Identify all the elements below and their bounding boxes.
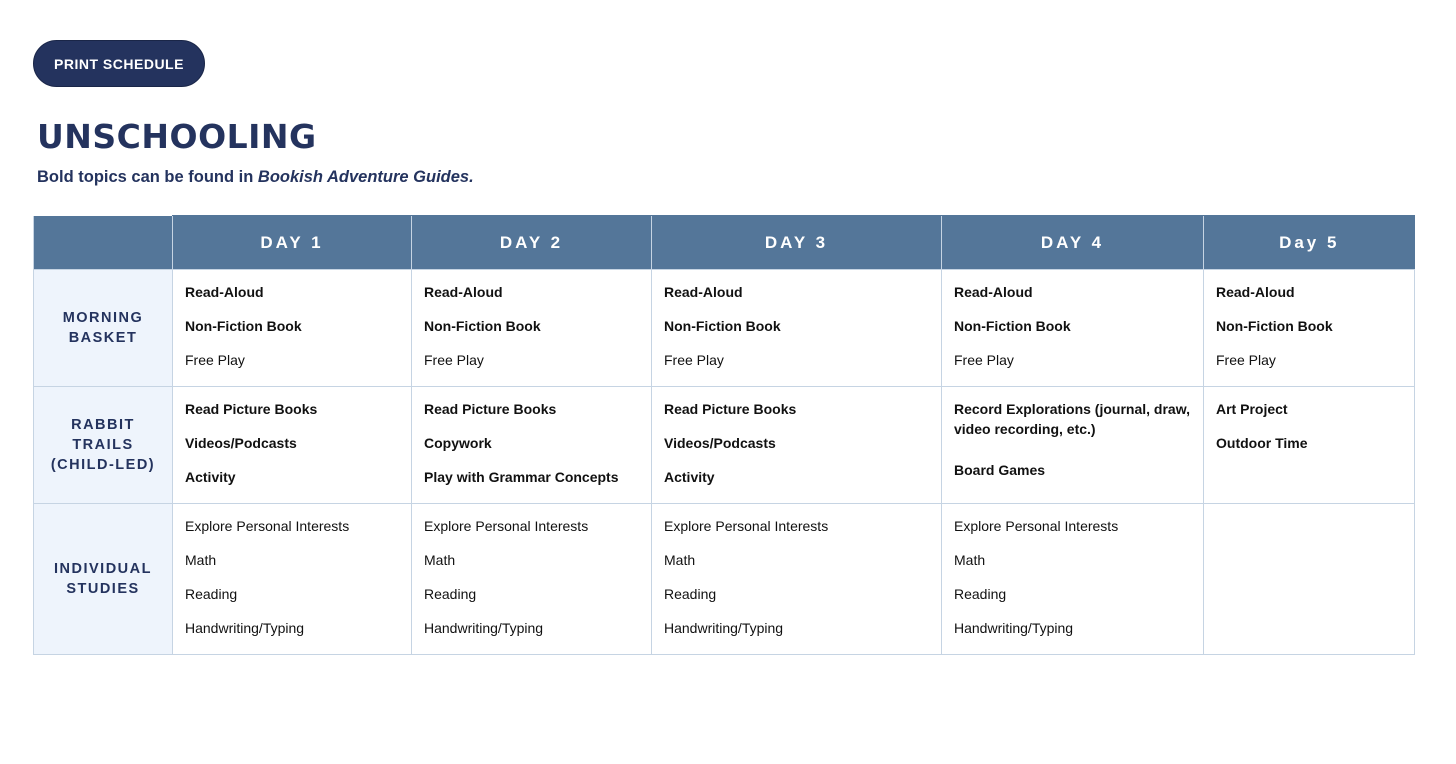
day-header-row [34,216,1415,270]
cell-content [652,270,941,370]
activity-item: Videos/Podcasts [664,435,776,451]
schedule-cell [173,387,412,504]
cell-content [412,270,651,370]
activity-item: Non-Fiction Book [954,318,1071,334]
activity-item: Board Games [954,462,1046,478]
schedule-cell [942,270,1204,387]
activity-item: Handwriting/Typing [954,620,1074,636]
header-corner [34,216,173,270]
activity-item: Reading [424,586,477,602]
activity-item: Free Play [185,352,245,368]
row-label-line: TRAILS [72,437,134,453]
activity-item: Activity [185,469,236,485]
activity-item: Activity [664,469,715,485]
schedule-cell [652,270,942,387]
cell-content [1204,270,1414,370]
schedule-cell [412,504,652,655]
cell-content [942,387,1203,480]
row-label-line: MORNING [62,310,144,326]
activity-item: Non-Fiction Book [1216,318,1333,334]
activity-item: Videos/Podcasts [185,435,297,451]
cell-content [1204,504,1414,516]
day-header: DAY 3 [652,216,942,270]
activity-item: Reading [664,586,717,602]
day-header: DAY 2 [412,216,652,270]
activity-item: Read Picture Books [664,401,797,417]
cell-content [173,504,411,638]
cell-content [942,270,1203,370]
activity-item: Free Play [424,352,484,368]
schedule-row [34,504,1415,655]
activity-item: Reading [954,586,1007,602]
activity-item: Read-Aloud [1216,284,1295,300]
day-header: Day 5 [1204,216,1415,270]
page-title: UNSCHOOLING [37,117,317,156]
activity-item: Handwriting/Typing [424,620,544,636]
activity-item: Read Picture Books [424,401,557,417]
cell-content [942,504,1203,638]
row-label [34,504,173,655]
activity-item: Read-Aloud [664,284,743,300]
day-header: DAY 1 [173,216,412,270]
activity-item: Math [954,552,986,568]
page-subtitle [37,168,474,187]
schedule-cell [412,270,652,387]
cell-content [173,387,411,487]
activity-item: Non-Fiction Book [664,318,781,334]
schedule-cell [173,504,412,655]
activity-item: Play with Grammar Concepts [424,469,619,485]
schedule-row [34,270,1415,387]
activity-item: Read-Aloud [424,284,503,300]
activity-item: Art Project [1216,401,1288,417]
row-label-line: (CHILD-LED) [50,457,156,473]
row-label-line: BASKET [68,330,138,346]
schedule-cell [942,387,1204,504]
cell-content [1204,387,1414,453]
schedule-cell [173,270,412,387]
activity-item: Free Play [954,352,1014,368]
subtitle-guide-name: Bookish Adventure Guides. [257,168,474,186]
activity-item: Explore Personal Interests [185,518,350,534]
schedule-table [33,215,1415,655]
row-label [34,270,173,387]
schedule-cell [1204,387,1415,504]
activity-item: Free Play [1216,352,1276,368]
activity-item: Non-Fiction Book [424,318,541,334]
schedule-cell [652,504,942,655]
row-label-line: STUDIES [66,581,140,597]
activity-item: Non-Fiction Book [185,318,302,334]
activity-item: Free Play [664,352,724,368]
cell-content [412,387,651,487]
cell-content [412,504,651,638]
activity-item: Math [664,552,696,568]
schedule-cell [412,387,652,504]
activity-item: Record Explorations (journal, draw, video recording, etc.) [954,401,1190,437]
schedule-row [34,387,1415,504]
schedule-cell [1204,504,1415,655]
activity-item: Math [185,552,217,568]
cell-content [652,387,941,487]
activity-item: Read-Aloud [185,284,264,300]
activity-item: Reading [185,586,238,602]
activity-item: Explore Personal Interests [954,518,1119,534]
activity-item: Explore Personal Interests [664,518,829,534]
row-label [34,387,173,504]
activity-item: Math [424,552,456,568]
activity-item: Handwriting/Typing [185,620,305,636]
subtitle-text: Bold topics can be found in [37,168,258,186]
activity-item: Copywork [424,435,492,451]
activity-item: Read-Aloud [954,284,1033,300]
activity-item: Read Picture Books [185,401,318,417]
row-label-line: RABBIT [71,417,135,433]
row-label-line: INDIVIDUAL [54,561,152,577]
schedule-cell [652,387,942,504]
cell-content [173,270,411,370]
schedule-cell [1204,270,1415,387]
cell-content [652,504,941,638]
print-schedule-button[interactable]: PRINT SCHEDULE [33,40,205,87]
activity-item: Explore Personal Interests [424,518,589,534]
day-header: DAY 4 [942,216,1204,270]
activity-item: Outdoor Time [1216,435,1308,451]
schedule-cell [942,504,1204,655]
activity-item: Handwriting/Typing [664,620,784,636]
